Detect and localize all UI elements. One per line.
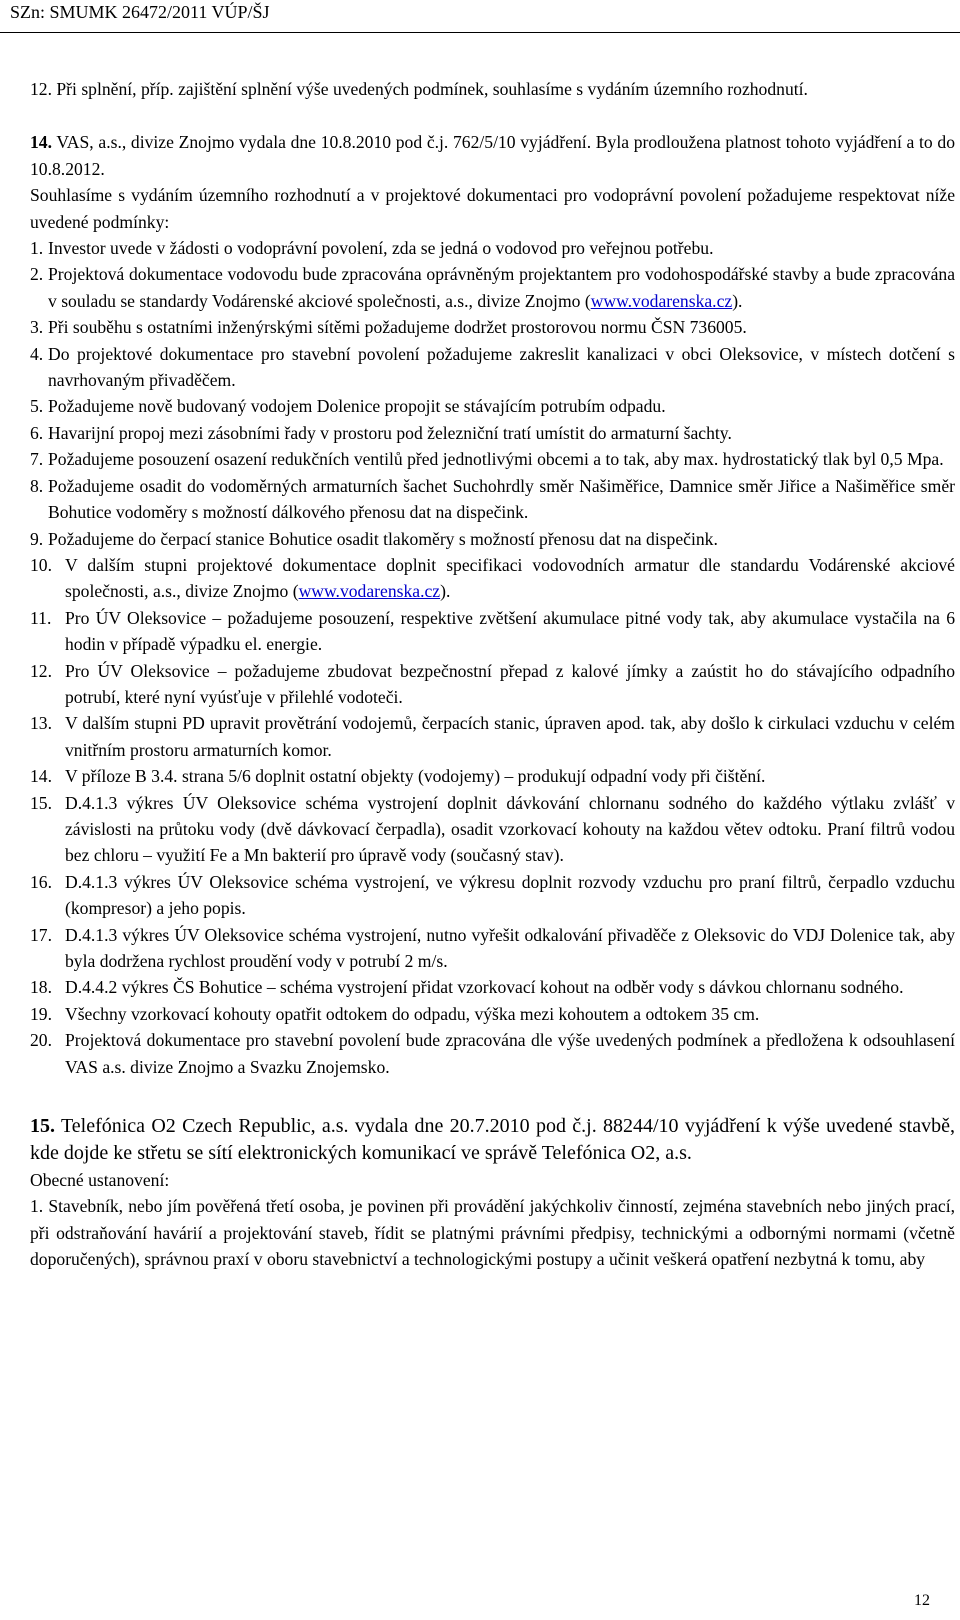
item-number: 20. bbox=[30, 1030, 52, 1051]
condition-item-20 bbox=[30, 1027, 955, 1080]
condition-item-18 bbox=[30, 974, 955, 1000]
item-number: 13. bbox=[30, 713, 52, 734]
condition-item-8 bbox=[30, 473, 955, 526]
item-number: 6. bbox=[30, 422, 44, 443]
condition-item-4 bbox=[30, 341, 955, 394]
vodarenska-link[interactable]: www.vodarenska.cz bbox=[298, 581, 441, 602]
item-number: 17. bbox=[30, 924, 52, 945]
item-text-part: V dalším stupni projektové dokumentace doplnit specifikaci vodovodních armatur dle standardu Vodárenské akciové společnosti, a.s., divize Znojmo ( bbox=[65, 554, 955, 602]
item-text: Požadujeme do čerpací stanice Bohutice osadit tlakoměry s možností přenosu dat na dispečink. bbox=[48, 528, 718, 549]
item-text: Požadujeme osadit do vodoměrných armaturních šachet Suchohrdly směr Našiměřice, Damnice směr Jiřice a Našiměřice směr Bohutice vodoměry s možností dálkového přenosu dat na dispečink. bbox=[48, 475, 955, 523]
item-text: Požadujeme nově budovaný vodojem Dolenice propojit se stávajícím potrubím odpadu. bbox=[48, 396, 666, 417]
item-text: Projektová dokumentace pro stavební povolení bude zpracována dle výše uvedených podmínek a předložena k odsouhlasení VAS a.s. divize Znojmo a Svazku Znojemsko. bbox=[65, 1030, 955, 1077]
item-number: 16. bbox=[30, 871, 52, 892]
item-number: 1. bbox=[30, 238, 44, 259]
document-reference: SZn: SMUMK 26472/2011 VÚP/ŠJ bbox=[10, 2, 270, 22]
condition-item-3 bbox=[30, 314, 955, 340]
item-number: 10. bbox=[30, 554, 52, 575]
section-15-subheading: Obecné ustanovení: bbox=[30, 1170, 170, 1191]
item-text: V příloze B 3.4. strana 5/6 doplnit ostatní objekty (vodojemy) – produkují odpadní vody při čištění. bbox=[65, 766, 766, 787]
item-text: Při souběhu s ostatními inženýrskými sítěmi požadujeme dodržet prostorovou normu ČSN 736005. bbox=[48, 317, 747, 338]
section-14-text: VAS, a.s., divize Znojmo vydala dne 10.8.2010 pod č.j. 762/5/10 vyjádření. Byla prodloužena platnost tohoto vyjádření a to do 10.8.2012. bbox=[30, 132, 955, 179]
condition-item-5 bbox=[30, 393, 955, 419]
item-text-part: Projektová dokumentace vodovodu bude zpracována oprávněným projektantem pro vodohospodářské stavby a bude zpracována v souladu se standardy Vodárenské akciové společnosti, a.s., divize Znojmo ( bbox=[48, 264, 955, 311]
document-body bbox=[30, 76, 955, 1273]
item-text-part: ). bbox=[440, 581, 451, 602]
item-text: D.4.1.3 výkres ÚV Oleksovice schéma vystrojení doplnit dávkování chlornanu sodného do každého výtlaku zvlášť v závislosti na průtoku vody (dvě dávkovací čerpadla), osadit vzorkovací kohouty na každou větev odtoku. Praní filtrů vodou bez chloru – využití Fe a Mn bakterií pro úpravě vody (současný stav). bbox=[65, 792, 955, 866]
item-number: 4. bbox=[30, 343, 44, 364]
section-14-number: 14. bbox=[30, 132, 52, 153]
condition-item-7 bbox=[30, 446, 955, 472]
condition-item-14 bbox=[30, 763, 955, 789]
section-15-number: 15. bbox=[30, 1115, 55, 1138]
item-text: D.4.1.3 výkres ÚV Oleksovice schéma vystrojení, nutno vyřešit odkalování přivaděče z Oleksovic do VDJ Dolenice tak, aby byla dodržena rychlost proudění vody v potrubí 2 m/s. bbox=[65, 924, 955, 971]
condition-12: 12. Při splnění, příp. zajištění splnění výše uvedených podmínek, souhlasíme s vydáním územního rozhodnutí. bbox=[30, 79, 808, 99]
item-number: 2. bbox=[30, 264, 44, 285]
condition-item-16 bbox=[30, 869, 955, 922]
item-text: Pro ÚV Oleksovice – požadujeme zbudovat bezpečnostní přepad z kalové jímky a zaústit ho do stávajícího odpadního potrubí, které nyní vyúsťuje v přilehlé vodoteči. bbox=[65, 660, 955, 707]
spacer bbox=[30, 1080, 955, 1107]
condition-item-2 bbox=[30, 261, 955, 314]
section-14-statement: Souhlasíme s vydáním územního rozhodnutí a v projektové dokumentaci pro vodoprávní povolení požadujeme respektovat níže uvedené podmínky: bbox=[30, 185, 955, 232]
item-number: 9. bbox=[30, 528, 44, 549]
spacer bbox=[30, 102, 955, 129]
item-text: Požadujeme posouzení osazení redukčních ventilů před jednotlivými obcemi a to tak, aby max. hydrostatický tlak byl 0,5 Mpa. bbox=[48, 449, 944, 470]
condition-item-19 bbox=[30, 1001, 955, 1027]
item-number: 11. bbox=[30, 607, 52, 628]
vodarenska-link[interactable]: www.vodarenska.cz bbox=[590, 290, 733, 311]
condition-item-6 bbox=[30, 420, 955, 446]
item-number: 14. bbox=[30, 766, 52, 787]
item-number: 18. bbox=[30, 977, 52, 998]
item-text: V dalším stupni PD upravit provětrání vodojemů, čerpacích stanic, úpraven apod. tak, aby došlo k cirkulaci vzduchu v celém vnitřním prostoru armaturních komor. bbox=[65, 713, 955, 760]
item-text bbox=[65, 552, 955, 605]
item-number: 15. bbox=[30, 792, 52, 813]
section-15-text: Telefónica O2 Czech Republic, a.s. vydala dne 20.7.2010 pod č.j. 88244/10 vyjádření k výše uvedené stavbě, kde dojde ke střetu se sítí elektronických komunikací ve správě Telefónica O2, a.s. bbox=[30, 1115, 955, 1165]
item-number: 12. bbox=[30, 660, 52, 681]
conditions-list bbox=[30, 235, 955, 552]
item-text bbox=[48, 261, 955, 314]
page-number: 12 bbox=[914, 1592, 930, 1609]
condition-item-17 bbox=[30, 922, 955, 975]
item-text: Do projektové dokumentace pro stavební povolení požadujeme zakreslit kanalizaci v obci Oleksovice, v místech dotčení s navrhovaným přivaděčem. bbox=[48, 343, 955, 391]
page-header bbox=[0, 0, 960, 44]
item-text: D.4.1.3 výkres ÚV Oleksovice schéma vystrojení, ve výkresu doplnit rozvody vzduchu pro praní filtrů, čerpadlo vzduchu (kompresor) a jeho popis. bbox=[65, 871, 955, 919]
item-text: Všechny vzorkovací kohouty opatřit odtokem do odpadu, výška mezi kohoutem a odtokem 35 cm. bbox=[65, 1003, 760, 1024]
item-number: 19. bbox=[30, 1003, 52, 1024]
item-text: Investor uvede v žádosti o vodoprávní povolení, zda se jedná o vodovod pro veřejnou potřebu. bbox=[48, 238, 714, 259]
condition-item-12 bbox=[30, 658, 955, 711]
item-text: Havarijní propoj mezi zásobními řady v prostoru pod železniční tratí umístit do armaturní šachty. bbox=[48, 422, 732, 443]
section-14-lead bbox=[30, 129, 955, 182]
item-number: 7. bbox=[30, 449, 44, 470]
condition-item-10 bbox=[30, 552, 955, 605]
condition-item-15 bbox=[30, 790, 955, 869]
header-divider bbox=[0, 32, 960, 33]
item-text: D.4.4.2 výkres ČS Bohutice – schéma vystrojení přidat vzorkovací kohout na odběr vody s dávkou chlornanu sodného. bbox=[65, 977, 904, 998]
item-text: Pro ÚV Oleksovice – požadujeme posouzení, respektive zvětšení akumulace pitné vody tak, aby akumulace vystačila na 6 hodin v případě výpadku el. energie. bbox=[65, 607, 955, 655]
condition-item-11 bbox=[30, 605, 955, 658]
condition-item-9 bbox=[30, 526, 955, 552]
condition-item-1 bbox=[30, 235, 955, 261]
conditions-list-long bbox=[30, 605, 955, 1080]
item-number: 3. bbox=[30, 317, 44, 338]
section-15-lead bbox=[30, 1113, 955, 1167]
item-number: 8. bbox=[30, 475, 44, 496]
item-number: 5. bbox=[30, 396, 44, 417]
section-15-paragraph-1: 1. Stavebník, nebo jím pověřená třetí osoba, je povinen při provádění jakýchkoliv činností, zejména stavebních nebo jiných prací, při odstraňování havárií a projektování staveb, řídit se platnými právními předpisy, technickými a odbornými normami (včetně doporučených), správnou praxí v oboru stavebnictví a technologickými postupy a učinit veškerá opatření nezbytná k tomu, aby bbox=[30, 1196, 955, 1270]
item-text-part: ). bbox=[732, 290, 743, 311]
condition-item-13 bbox=[30, 710, 955, 763]
